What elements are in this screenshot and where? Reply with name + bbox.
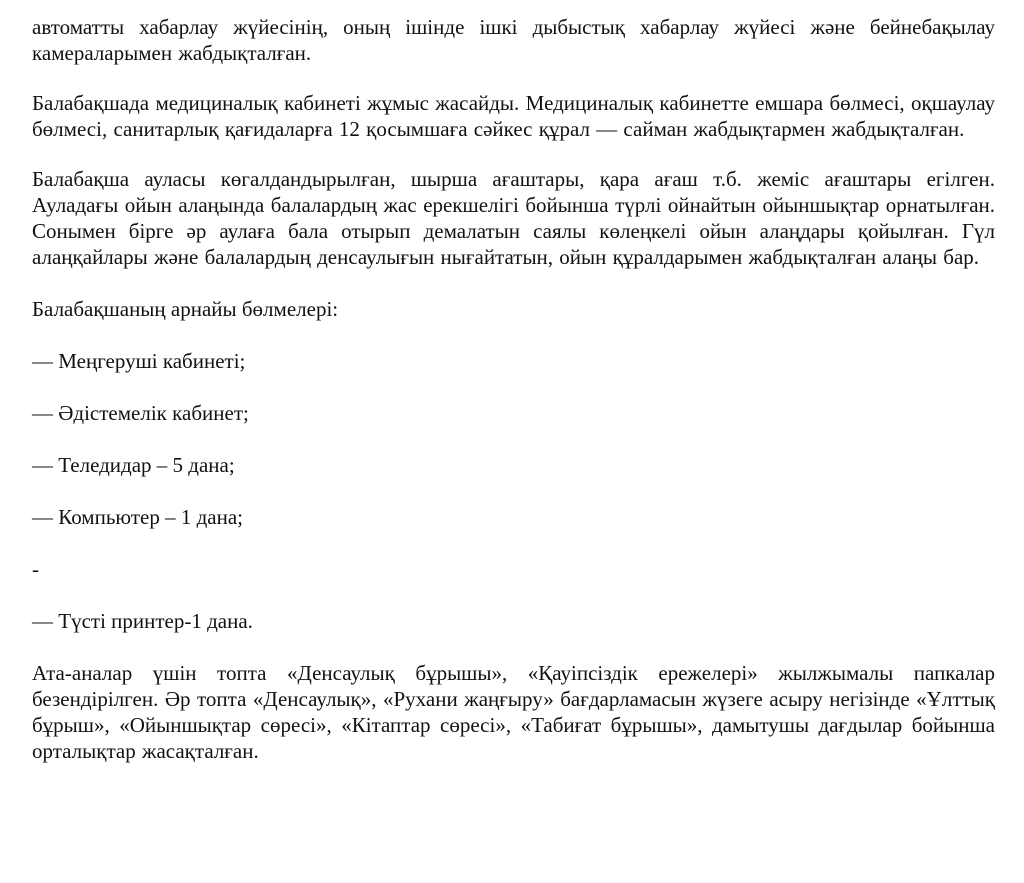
paragraph-medical-cabinet: Балабақшада медициналық кабинеті жұмыс жасайды. Медициналық кабинетте емшара бөлмесі, оқшаулау бөлмесі, санитарлық қағидаларға 12 қосымшаға сәйкес құрал — сайман жабдықтармен жабдықталған.: [32, 91, 995, 141]
list-item: — Меңгеруші кабинеті;: [32, 349, 246, 373]
paragraph-parents-corners: Ата-аналар үшін топта «Денсаулық бұрышы», «Қауіпсіздік ережелері» жылжымалы папкалар безендірілген. Әр топта «Денсаулық», «Рухани жаңғыру» бағдарламасын жүзеге асыру негізінде «Ұлттық бұрыш», «Ойыншықтар сөресі», «Кітаптар сөресі», «Табиғат бұрышы», дамытушы дағдылар бойынша орталықтар жасақталған.: [32, 661, 995, 763]
list-item: — Түсті принтер-1 дана.: [32, 609, 253, 633]
list-item: — Компьютер – 1 дана;: [32, 505, 243, 529]
list-item: — Теледидар – 5 дана;: [32, 453, 235, 477]
document-page: [32, 14, 995, 764]
list-item: — Әдістемелік кабинет;: [32, 401, 249, 425]
list-heading: Балабақшаның арнайы бөлмелері:: [32, 297, 339, 321]
paragraph-alarm-system: автоматты хабарлау жүйесінің, оның ішінде ішкі дыбыстық хабарлау жүйесі және бейнебақылау камераларымен жабдықталған.: [32, 15, 995, 65]
list-item: -: [32, 557, 39, 581]
paragraph-yard: Балабақша ауласы көгалдандырылған, шырша ағаштары, қара ағаш т.б. жеміс ағаштары егілген. Ауладағы ойын алаңында балалардың жас ерекшелігі бойынша түрлі ойнайтын ойыншықтар орнатылған. Сонымен бірге әр аулаға бала отырып демалатын саялы көлеңкелі ойын алаңдары қойылған. Гүл алаңқайлары және балалардың денсаулығын нығайтатын, ойын құралдарымен жабдықталған алаңы бар.: [32, 167, 995, 269]
